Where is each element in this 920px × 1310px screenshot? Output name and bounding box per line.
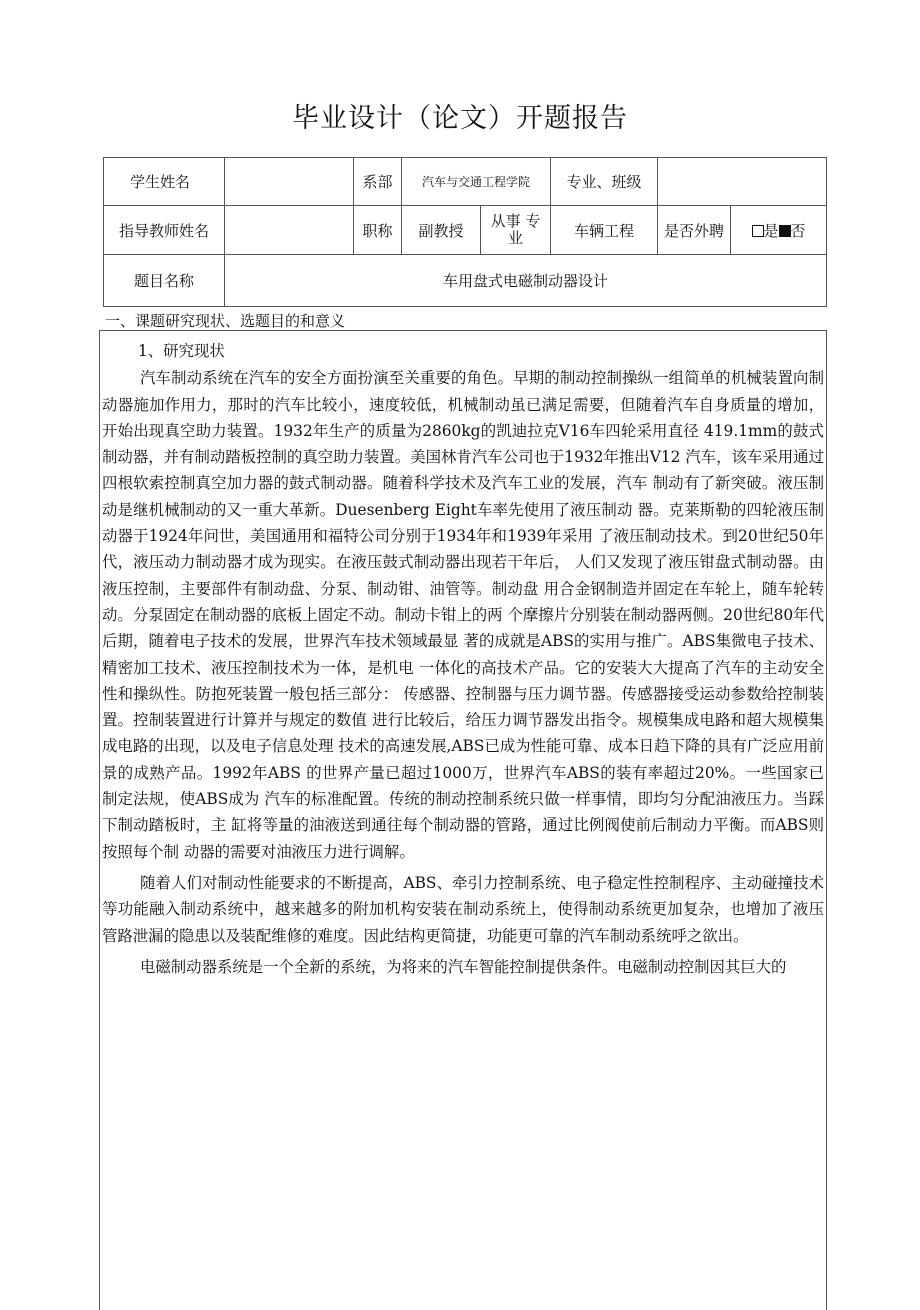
external-label: 是否外聘 <box>658 206 731 255</box>
external-yes-text: 是 <box>763 221 779 240</box>
department-label: 系部 <box>354 158 402 206</box>
checkbox-empty-icon[interactable] <box>752 225 764 237</box>
field-label-line1: 从事 专 <box>490 212 541 230</box>
advisor-name-label: 指导教师姓名 <box>104 206 225 255</box>
section-heading: 一、课题研究现状、选题目的和意义 <box>105 312 346 330</box>
topic-label: 题目名称 <box>104 255 225 307</box>
content-box <box>99 330 827 1310</box>
title-value: 副教授 <box>402 206 481 255</box>
major-class-value <box>658 158 827 206</box>
field-value: 车辆工程 <box>551 206 658 255</box>
student-name-value <box>225 158 354 206</box>
external-choice <box>731 206 827 255</box>
field-label-line2: 业 <box>508 229 524 247</box>
department-value: 汽车与交通工程学院 <box>402 158 551 206</box>
advisor-name-value <box>225 206 354 255</box>
subheading: 1、研究现状 <box>138 342 225 360</box>
field-label <box>481 206 551 255</box>
paragraph-2: 随着人们对制动性能要求的不断提高，ABS、牵引力控制系统、电子稳定性控制程序、主动碰撞技术等功能融入制动系统中，越来越多的附加机构安装在制动系统上，使得制动系统更加复杂，也增加了液压管路泄漏的隐患以及装配维修的难度。因此结构更简捷，功能更可靠的汽车制动系统呼之欲出。 <box>102 873 824 945</box>
student-name-label: 学生姓名 <box>104 158 225 206</box>
external-no-text: 否 <box>790 221 806 240</box>
title-label: 职称 <box>354 206 402 255</box>
paragraph-3: 电磁制动器系统是一个全新的系统，为将来的汽车智能控制提供条件。电磁制动控制因其巨大的 <box>140 957 787 976</box>
checkbox-filled-icon[interactable] <box>779 225 791 237</box>
paragraph-1: 汽车制动系统在汽车的安全方面扮演至关重要的角色。早期的制动控制操纵一组简单的机械装置向制动器施加作用力，那时的汽车比较小，速度较低，机械制动虽已满足需要，但随着汽车自身质量的增加，开始出现真空助力装置。1932年生产的质量为2860kg的凯迪拉克V16车四轮采用直径 419.1mm的鼓式制动器，并有制动踏板控制的真空助力装置。美国林肯汽车公司也于1932年推出V12 汽车，该车采用通过四根软索控制真空加力器的鼓式制动器。随着科学技术及汽车工业的发展，汽车 制动有了新突破。液压制动是继机械制动的又一重大革新。Duesenberg Eight车率先使用了液压制动 器。克莱斯勒的四轮液压制动器于1924年问世，美国通用和福特公司分别于1934年和1939年采用 了液压制动技术。到20世纪50年代，液压动力制动器才成为现实。在液压鼓式制动器出现若干年后， 人们又发现了液压钳盘式制动器。由液压控制，主要部件有制动盘、分泵、制动钳、油管等。制动盘 用合金钢制造并固定在车轮上，随车轮转动。分泵固定在制动器的底板上固定不动。制动卡钳上的两 个摩擦片分别装在制动器两侧。20世纪80年代后期，随着电子技术的发展，世界汽车技术领域最显 著的成就是ABS的实用与推广。ABS集微电子技术、精密加工技术、液压控制技术为一体，是机电 一体化的高技术产品。它的安装大大提高了汽车的主动安全性和操纵性。防抱死装置一般包括三部分： 传感器、控制器与压力调节器。传感器接受运动参数给控制装置。控制装置进行计算并与规定的数值 进行比较后，给压力调节器发出指令。规模集成电路和超大规模集成电路的出现，以及电子信息处理 技术的高速发展,ABS已成为性能可靠、成本日趋下降的具有广泛应用前景的成熟产品。1992年ABS 的世界产量已超过1000万，世界汽车ABS的装有率超过20%。一些国家已制定法规，使ABS成为 汽车的标准配置。传统的制动控制系统只做一样事情，即均匀分配油液压力。当踩下制动踏板时，主 缸将等量的油液送到通往每个制动器的管路，通过比例阀使前后制动力平衡。而ABS则按照每个制 动器的需要对油液压力进行调解。 <box>102 369 824 861</box>
major-class-label: 专业、班级 <box>551 158 658 206</box>
info-table <box>103 157 827 307</box>
page-title: 毕业设计（论文）开题报告 <box>292 103 628 134</box>
topic-value: 车用盘式电磁制动器设计 <box>225 255 827 307</box>
